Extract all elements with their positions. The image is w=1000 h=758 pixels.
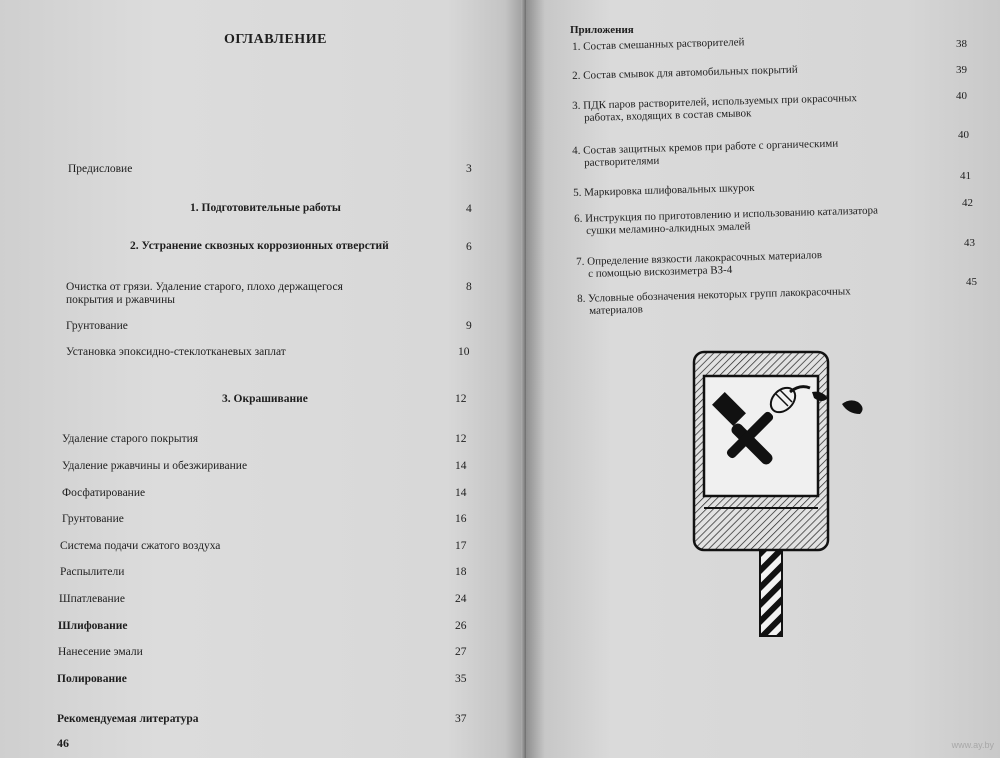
toc-page-preface: 3 bbox=[466, 163, 472, 175]
toc-entry-literature: Рекомендуемая литература bbox=[57, 713, 199, 725]
toc-title: ОГЛАВЛЕНИЕ bbox=[224, 32, 327, 47]
appendix-8-line1: 8. Условные обозначения некоторых групп лакокрасочных bbox=[577, 285, 851, 305]
appendix-4-page: 40 bbox=[958, 129, 969, 141]
toc-entry-old-coating: Удаление старого покрытия bbox=[62, 433, 199, 445]
toc-page-enamel: 27 bbox=[455, 646, 467, 658]
appendix-4-line2: растворителями bbox=[584, 154, 660, 169]
toc-page-priming-1: 9 bbox=[466, 320, 472, 332]
appendix-4-line1: 4. Состав защитных кремов при работе с органическими bbox=[572, 137, 839, 157]
toc-page-air-supply: 17 bbox=[455, 540, 467, 552]
appendix-7-line1: 7. Определение вязкости лакокрасочных материалов bbox=[576, 249, 823, 268]
appendix-2: 2. Состав смывок для автомобильных покрытий bbox=[572, 63, 798, 82]
toc-page-cleaning: 8 bbox=[466, 281, 472, 293]
appendix-8-page: 45 bbox=[966, 276, 977, 288]
appendix-6-line2: сушки меламино-алкидных эмалей bbox=[586, 220, 751, 237]
toc-page-sprayers: 18 bbox=[455, 566, 467, 578]
appendix-6-page: 42 bbox=[962, 197, 973, 209]
appendix-8-line2: материалов bbox=[589, 303, 644, 317]
toc-page-chapter-3: 12 bbox=[455, 393, 467, 405]
toc-entry-puttying: Шпатлевание bbox=[59, 593, 125, 605]
appendix-3-line1: 3. ПДК паров растворителей, используемых при окрасочных bbox=[572, 92, 858, 112]
toc-page-patches: 10 bbox=[458, 346, 470, 358]
toc-entry-sprayers: Распылители bbox=[60, 566, 125, 578]
appendix-6-line1: 6. Инструкция по приготовлению и использованию катализатора bbox=[574, 204, 879, 225]
appendix-2-page: 39 bbox=[956, 64, 967, 76]
toc-page-old-coating: 12 bbox=[455, 433, 467, 445]
toc-entry-chapter-2: 2. Устранение сквозных коррозионных отверстий bbox=[130, 240, 389, 252]
toc-entry-enamel: Нанесение эмали bbox=[58, 646, 143, 658]
appendix-7-page: 43 bbox=[964, 237, 975, 249]
toc-entry-cleaning-line1: Очистка от грязи. Удаление старого, плохо держащегося bbox=[66, 281, 343, 293]
toc-page-polishing: 35 bbox=[455, 673, 467, 685]
toc-entry-polishing: Полирование bbox=[57, 673, 127, 685]
appendix-7-line2: с помощью вискозиметра ВЗ-4 bbox=[588, 263, 733, 280]
watermark: www.ay.by bbox=[951, 740, 994, 750]
sign-window bbox=[704, 376, 818, 496]
appendix-5: 5. Маркировка шлифовальных шкурок bbox=[573, 181, 755, 199]
toc-entry-priming-1: Грунтование bbox=[66, 320, 128, 332]
toc-entry-cleaning-line2: покрытия и ржавчины bbox=[66, 294, 175, 306]
toc-entry-chapter-3: 3. Окрашивание bbox=[222, 393, 308, 405]
toc-page-phosphating: 14 bbox=[455, 487, 467, 499]
toc-entry-chapter-1: 1. Подготовительные работы bbox=[190, 202, 341, 214]
toc-page-rust-removal: 14 bbox=[455, 460, 467, 472]
appendix-1-page: 38 bbox=[956, 38, 967, 50]
appendix-header: Приложения bbox=[570, 24, 634, 36]
toc-entry-patches: Установка эпоксидно-стеклотканевых заплат bbox=[66, 346, 286, 358]
toc-page-puttying: 24 bbox=[455, 593, 467, 605]
page-number: 46 bbox=[57, 736, 69, 750]
toc-entry-rust-removal: Удаление ржавчины и обезжиривание bbox=[62, 460, 248, 472]
toc-page-chapter-2: 6 bbox=[466, 241, 472, 253]
appendix-3-page: 40 bbox=[956, 90, 967, 102]
toc-page-literature: 37 bbox=[455, 713, 467, 725]
toc-page-priming-2: 16 bbox=[455, 513, 467, 525]
toc-page-grinding: 26 bbox=[455, 620, 467, 632]
paint-work-sign-illustration bbox=[690, 348, 870, 640]
appendix-5-page: 41 bbox=[960, 170, 971, 182]
sign-pole bbox=[760, 548, 782, 636]
toc-entry-grinding: Шлифование bbox=[58, 620, 128, 632]
toc-entry-preface: Предисловие bbox=[68, 163, 133, 175]
toc-entry-phosphating: Фосфатирование bbox=[62, 487, 146, 499]
appendix-1: 1. Состав смешанных растворителей bbox=[572, 36, 745, 53]
toc-entry-priming-2: Грунтование bbox=[62, 513, 124, 525]
toc-page-chapter-1: 4 bbox=[466, 203, 472, 215]
appendix-3-line2: работах, входящих в состав смывок bbox=[584, 107, 752, 124]
toc-entry-air-supply: Система подачи сжатого воздуха bbox=[60, 540, 221, 552]
